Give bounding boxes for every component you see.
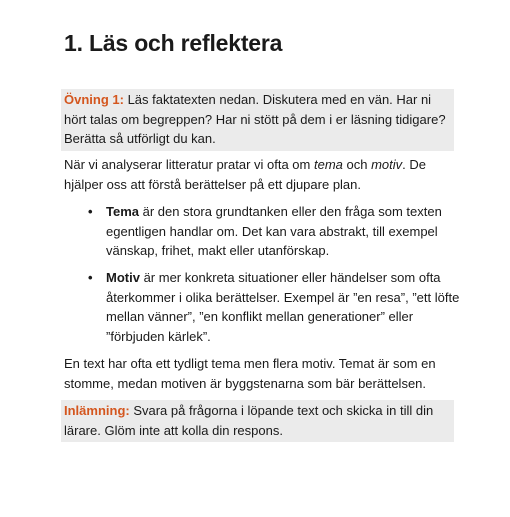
submission-text: Svara på frågorna i löpande text och skicka in till din lärare. Glöm inte att kolla din respons. (64, 403, 434, 438)
submission-box (61, 400, 454, 442)
intro-text-middle: och (342, 157, 372, 172)
bullet-icon: • (88, 270, 93, 285)
intro-paragraph (64, 155, 454, 194)
exercise-text: Läs faktatexten nedan. Diskutera med en vän. Har ni hört talas om begreppen? Har ni stött på dem i er läsning tidigare? Berätta så utförligt du kan. (64, 92, 446, 146)
page-title: 1. Läs och reflektera (64, 30, 283, 56)
intro-term-motiv: motiv (371, 157, 403, 172)
bullet-text: är den stora grundtanken eller den fråga som texten egentligen handlar om. Det kan vara abstrakt, till exempel vänskap, frihet, makt eller utanförskap. (106, 204, 442, 258)
exercise-label: Övning 1: (64, 92, 124, 107)
bullet-term: Motiv (106, 270, 140, 285)
bullet-item-tema (88, 202, 460, 261)
submission-label: Inlämning: (64, 403, 130, 418)
bullet-item-motiv (88, 268, 460, 346)
intro-term-tema: tema (313, 157, 343, 172)
summary-paragraph: En text har ofta ett tydligt tema men flera motiv. Temat är som en stomme, medan motiven är byggstenarna som bär berättelsen. (64, 356, 436, 391)
bullet-icon: • (88, 204, 93, 219)
bullet-term: Tema (106, 204, 139, 219)
bullet-text: är mer konkreta situationer eller händelser som ofta återkommer i olika berättelser. Exempel är ”en resa”, ”ett löfte mellan vänner”, ”en konflikt mellan generationer” eller ”förbjuden kärlek”. (106, 270, 460, 344)
exercise-box (61, 89, 454, 151)
intro-text-end: . De hjälper oss att förstå berättelser på ett djupare plan. (64, 157, 426, 192)
intro-text-start: När vi analyserar litteratur pratar vi ofta om (64, 157, 314, 172)
